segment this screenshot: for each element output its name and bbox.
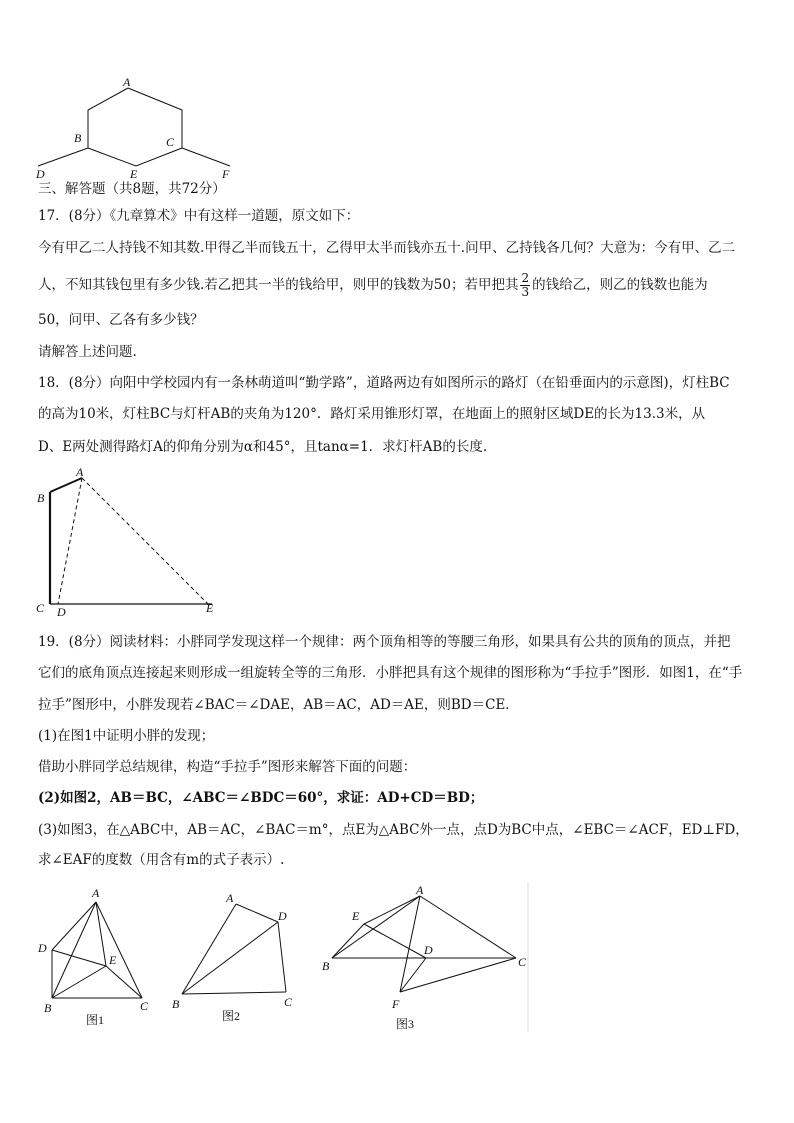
figure-1 <box>30 882 160 1032</box>
hex-label-d: D <box>36 167 45 181</box>
q19-line3: 拉手”图形中，小胖发现若∠BAC＝∠DAE，AB＝AC，AD＝AE，则BD＝CE． <box>38 697 519 713</box>
fig3-label-b: B <box>322 959 330 973</box>
hex-label-a: A <box>123 75 131 89</box>
figure-3 <box>316 882 530 1032</box>
fig3-label-a: A <box>416 883 424 897</box>
fig1-label-d: D <box>38 941 47 955</box>
fig1-caption: 图1 <box>86 1013 105 1027</box>
q18-line1: 18．(8分）向阳中学校园内有一条林萌道叫“勤学路”，道路两边有如图所示的路灯（在铅垂面内的示意图)，灯柱BC <box>38 375 730 391</box>
fig2-label-b: B <box>172 997 180 1011</box>
streetlamp-figure <box>30 464 230 620</box>
q18-line3: D、E两处测得路灯A的仰角分别为α和45°，且tanα=1．求灯杆AB的长度. <box>38 439 488 455</box>
q17-line5: 请解答上述问题. <box>38 344 137 360</box>
fig1-label-b: B <box>44 1001 52 1015</box>
q19-line7: (3)如图3，在△ABC中，AB＝AC，∠BAC＝m°，点E为△ABC外一点，点D为BC中点，∠EBC＝∠ACF，ED⊥FD， <box>38 822 749 838</box>
fig3-label-d: D <box>424 943 433 957</box>
q19-line4: (1)在图1中证明小胖的发现； <box>38 728 215 744</box>
fig1-label-c: C <box>140 999 149 1013</box>
q19-line1: 19．(8分）阅读材料：小胖同学发现这样一个规律：两个顶角相等的等腰三角形，如果具有公共的顶角的顶点，并把 <box>38 634 731 650</box>
lamp-label-d: D <box>57 605 66 619</box>
section-heading: 三、解答题（共8题，共72分） <box>38 181 226 197</box>
q17-line3 <box>38 272 708 299</box>
fraction-denominator: 3 <box>521 285 530 299</box>
q19-line6: (2)如图2，AB＝BC，∠ABC＝∠BDC＝60°，求证：AD+CD＝BD； <box>38 790 484 806</box>
fig3-label-c: C <box>518 955 527 969</box>
hex-label-b: B <box>74 131 82 145</box>
lamp-label-e: E <box>206 601 214 615</box>
fig1-label-e: E <box>109 953 117 967</box>
fig2-label-a: A <box>226 891 234 905</box>
q19-line2: 它们的底角顶点连接起来则形成一组旋转全等的三角形．小胖把具有这个规律的图形称为“手拉手”图形．如图1，在“手 <box>38 665 743 681</box>
q17-line3a: 人，不知其钱包里有多少钱.若乙把其一半的钱给甲，则甲的钱数为50；若甲把其 <box>38 277 519 293</box>
q17-line3b: 的钱给乙，则乙的钱数也能为 <box>532 277 708 293</box>
fig2-caption: 图2 <box>222 1009 241 1023</box>
lamp-label-c: C <box>36 601 45 615</box>
q17-line4: 50，问甲、乙各有多少钱？ <box>38 312 204 328</box>
q17-line2: 今有甲乙二人持钱不知其数.甲得乙半而钱五十，乙得甲太半而钱亦五十.问甲、乙持钱各几何？大意为：今有甲、乙二 <box>38 240 736 256</box>
fig3-label-e: E <box>352 909 360 923</box>
fraction-two-thirds <box>520 272 530 299</box>
fig2-label-d: D <box>278 909 287 923</box>
hex-label-c: C <box>166 135 175 149</box>
fig2-label-c: C <box>284 995 293 1009</box>
fig3-caption: 图3 <box>396 1017 415 1031</box>
fig1-label-a: A <box>92 886 100 900</box>
hex-label-e: E <box>130 167 138 181</box>
q17-line1: 17．(8分）《九章算术》中有这样一道题，原文如下： <box>38 208 360 224</box>
figure-2 <box>168 886 308 1026</box>
fraction-numerator: 2 <box>521 271 530 285</box>
hex-label-f: F <box>222 167 230 181</box>
lamp-label-b: B <box>37 491 45 505</box>
lamp-label-a: A <box>76 465 84 479</box>
q19-line5: 借助小胖同学总结规律，构造“手拉手”图形来解答下面的问题： <box>38 759 417 775</box>
q19-line8: 求∠EAF的度数（用含有m的式子表示）. <box>38 852 285 868</box>
hexagon-figure <box>30 74 270 184</box>
fig3-label-f: F <box>392 997 400 1011</box>
q18-line2: 的高为10米，灯柱BC与灯杆AB的夹角为120°．路灯采用锥形灯罩，在地面上的照射区域DE的长为13.3米，从 <box>38 406 706 422</box>
